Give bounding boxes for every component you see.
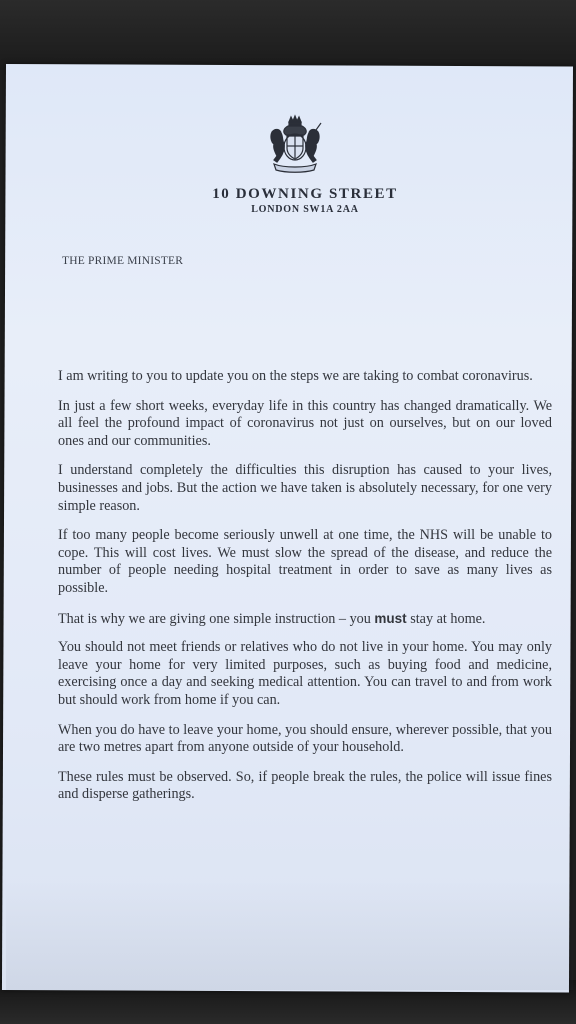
instruction-text-after: stay at home. [406, 610, 486, 627]
address-street: 10 DOWNING STREET [212, 186, 398, 202]
letterhead-address [160, 186, 450, 215]
paragraph-restrictions: You should not meet friends or relatives who do not live in your home. You may only leave your home for very limited purposes, such as buying food and medicine, exercising once a day and seeking medical attention. You can travel to and from work but should work from home if you can. [58, 639, 552, 708]
paragraph-enforcement: These rules must be observed. So, if people break the rules, the police will issue fines and disperse gatherings. [58, 768, 552, 803]
paragraph-distancing: When you do have to leave your home, you should ensure, wherever possible, that you are two metres apart from anyone outside of your household. [58, 721, 552, 756]
royal-coat-of-arms-icon [266, 114, 324, 174]
paragraph-intro: I am writing to you to update you on the steps we are taking to combat coronavirus. [58, 368, 533, 384]
address-city-postcode: LONDON SW1A 2AA [251, 204, 359, 215]
letter-body [58, 368, 552, 816]
paragraph-instruction [58, 610, 552, 629]
background-surface-top [0, 0, 576, 70]
instruction-emphasis: must [374, 610, 407, 626]
paragraph-everyday-life: In just a few short weeks, everyday life in this country has changed dramatically. We all feel the profound impact of coronavirus not just on ourselves, but on our loved ones and our communities. [58, 397, 552, 449]
instruction-text-before: That is why we are giving one simple instruction – you [58, 610, 375, 627]
paragraph-difficulties: I understand completely the difficulties this disruption has caused to your lives, businesses and jobs. But the action we have taken is absolutely necessary, for one very simple reason. [58, 462, 552, 514]
paragraph-nhs: If too many people become seriously unwell at one time, the NHS will be unable to cope. This will cost lives. We must slow the spread of the disease, and reduce the number of people needing hospital treatment in order to save as many lives as possible. [58, 527, 552, 596]
sender-title: THE PRIME MINISTER [62, 255, 184, 267]
